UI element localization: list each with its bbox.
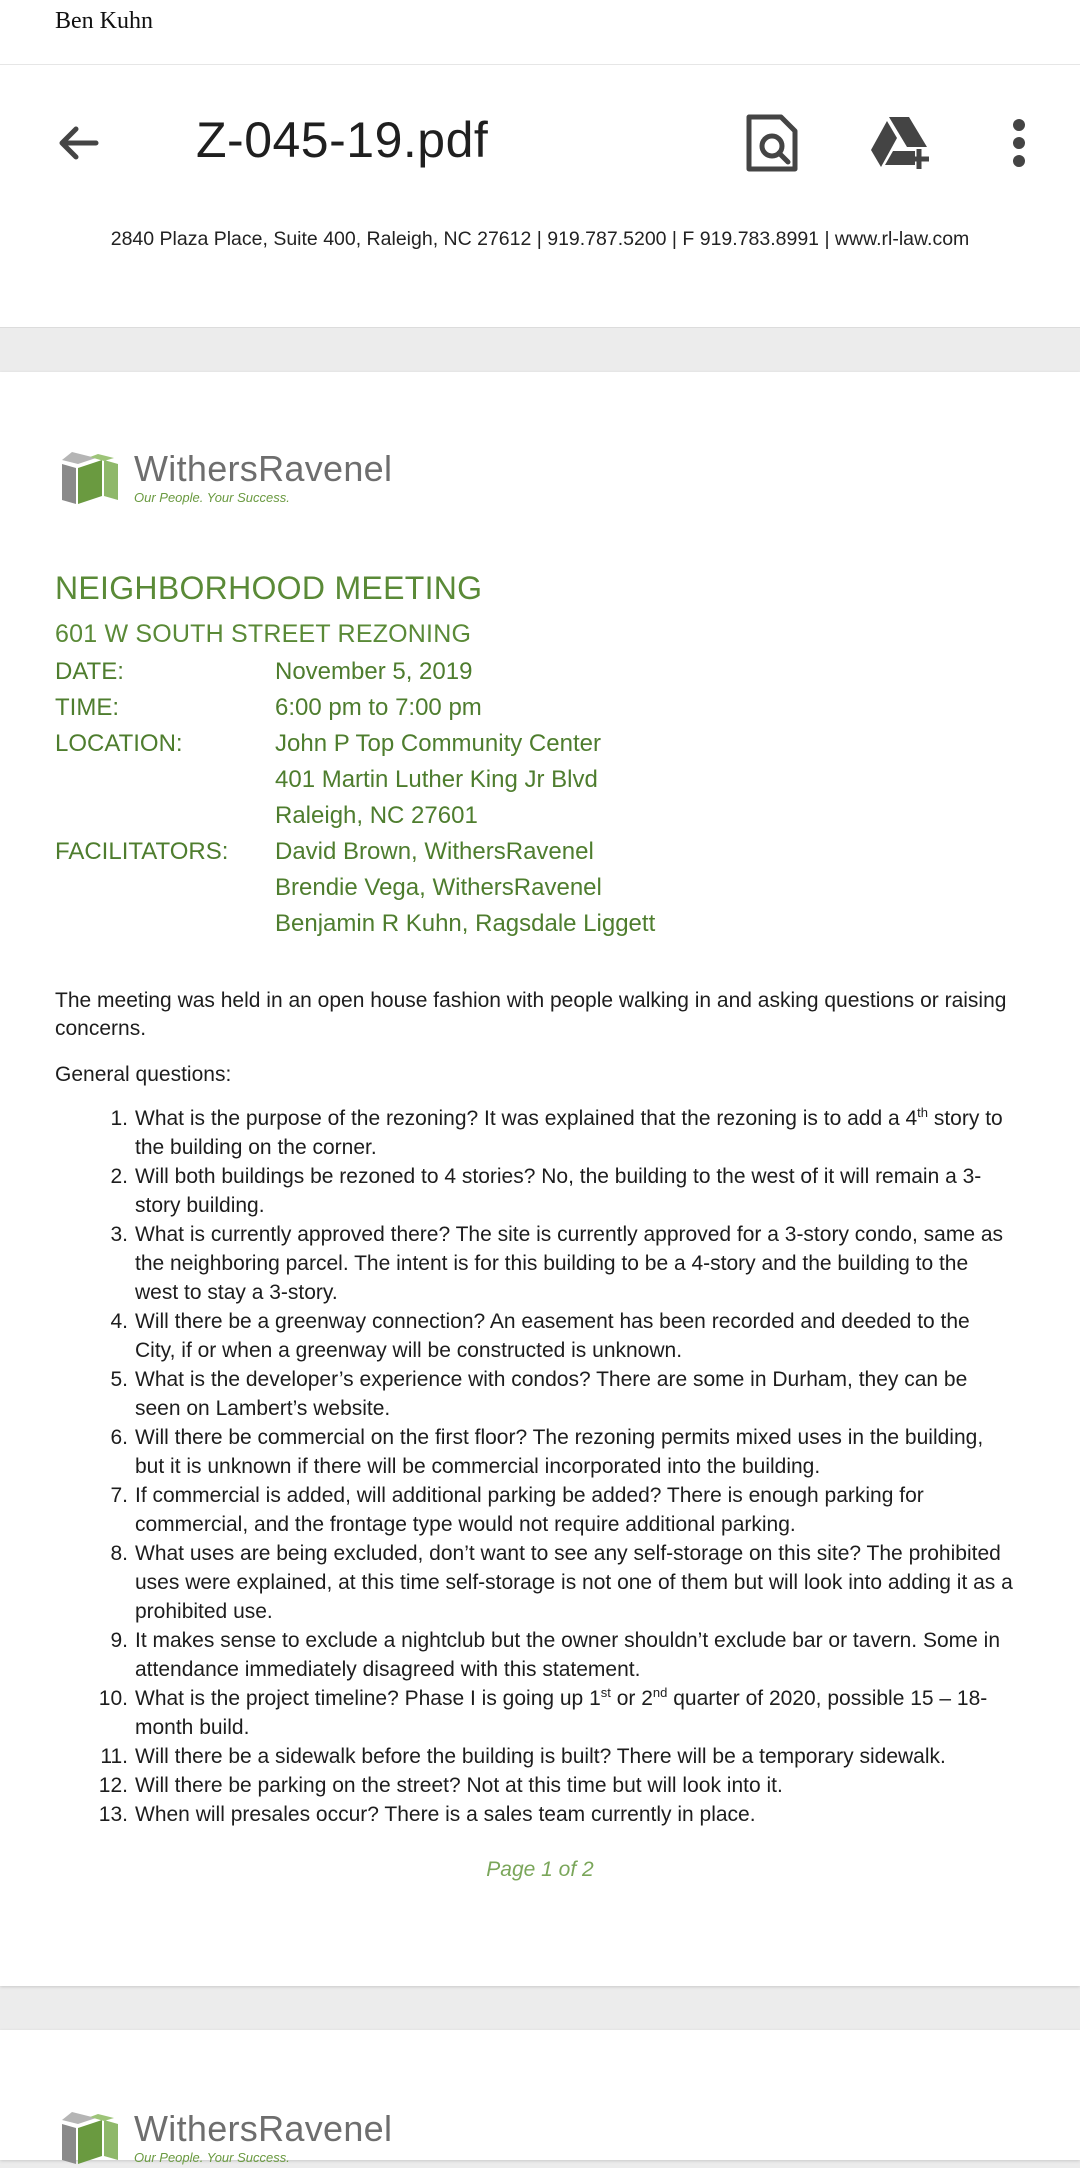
list-item: 4. Will there be a greenway connection? An easement has been recorded and deeded to the City, if or when a greenway will be constructed is unknown. — [110, 1310, 970, 1362]
page-number: Page 1 of 2 — [486, 1858, 594, 1881]
list-item: 6. Will there be commercial on the first floor? The rezoning permits mixed uses in the building, but it is unknown if there will be commercial incorporated into the building. — [110, 1426, 984, 1478]
letterhead-address: 2840 Plaza Place, Suite 400, Raleigh, NC 27612 | 919.787.5200 | F 919.783.8991 | www.rl-law.com — [110, 228, 970, 250]
previous-page-strip — [0, 220, 1080, 328]
status-bar — [0, 0, 1080, 64]
facilitator-3: Benjamin R Kuhn, Ragsdale Liggett — [275, 910, 656, 937]
date-label: DATE: — [55, 658, 124, 685]
intro-paragraph: The meeting was held in an open house fashion with people walking in and asking questions or raising concerns. — [55, 989, 1007, 1040]
logo-name: WithersRavenel — [134, 2108, 393, 2149]
add-to-drive-button[interactable] — [868, 109, 936, 177]
list-item: 13. When will presales occur? There is a sales team currently in place. — [98, 1803, 756, 1826]
location-line-3: Raleigh, NC 27601 — [275, 802, 478, 829]
date-value: November 5, 2019 — [275, 658, 473, 685]
time-label: TIME: — [55, 694, 119, 721]
next-pdf-page — [0, 2030, 1080, 2165]
logo-cube-icon — [58, 2110, 122, 2168]
questions-list — [55, 1104, 1015, 1829]
list-item: 7. If commercial is added, will additional parking be added? There is enough parking for commercial, and the frontage type would not require additional parking. — [110, 1484, 924, 1536]
facilitators-label: FACILITATORS: — [55, 838, 229, 865]
file-title: Z-045-19.pdf — [196, 112, 489, 168]
facilitator-1: David Brown, WithersRavenel — [275, 838, 594, 865]
list-item: 2. Will both buildings be rezoned to 4 stories? No, the building to the west of it will remain a 3-story building. — [110, 1165, 982, 1217]
logo-tagline: Our People. Your Success. — [134, 2150, 290, 2165]
search-document-icon — [745, 113, 799, 173]
logo-tagline: Our People. Your Success. — [134, 490, 290, 505]
company-logo — [58, 450, 392, 508]
list-item: 8. What uses are being excluded, don’t want to see any self-storage on this site? The prohibited uses were explained, at this time self-storage is not one of them but will look into adding it as a prohibited use. — [110, 1542, 1013, 1623]
location-line-2: 401 Martin Luther King Jr Blvd — [275, 766, 598, 793]
app-toolbar — [0, 64, 1080, 222]
location-line-1: John P Top Community Center — [275, 730, 601, 757]
list-item: 5. What is the developer’s experience with condos? There are some in Durham, they can be seen on Lambert’s website. — [110, 1368, 968, 1420]
list-item: 9. It makes sense to exclude a nightclub but the owner shouldn’t exclude bar or tavern. Some in attendance immediately disagreed with this statement. — [110, 1629, 1000, 1681]
status-user-name: Ben Kuhn — [55, 8, 153, 34]
more-vert-icon — [1009, 117, 1029, 169]
meeting-title: NEIGHBORHOOD MEETING — [55, 570, 483, 606]
list-item: 3. What is currently approved there? The site is currently approved for a 3-story condo, same as the neighboring parcel. The intent is for this building to be a 4-story and the building to the west to stay a 3-story. — [110, 1223, 1004, 1304]
company-logo-next — [58, 2110, 392, 2168]
list-item: 1. What is the purpose of the rezoning? It was explained that the rezoning is to add a 4th story to the building on the corner. — [110, 1105, 1003, 1159]
logo-name: WithersRavenel — [134, 448, 393, 489]
list-item: 12. Will there be parking on the street? Not at this time but will look into it. — [98, 1774, 783, 1797]
list-item: 10. What is the project timeline? Phase I is going up 1st or 2nd quarter of 2020, possible 15 – 18-month build. — [98, 1685, 988, 1739]
time-value: 6:00 pm to 7:00 pm — [275, 694, 482, 721]
add-to-drive-icon — [869, 115, 935, 171]
logo-cube-icon — [58, 450, 122, 508]
more-options-button[interactable] — [985, 109, 1053, 177]
back-button[interactable] — [50, 115, 106, 171]
facilitator-2: Brendie Vega, WithersRavenel — [275, 874, 602, 901]
location-label: LOCATION: — [55, 730, 183, 757]
meeting-subtitle: 601 W SOUTH STREET REZONING — [55, 620, 472, 648]
back-arrow-icon — [54, 119, 102, 167]
general-questions-label: General questions: — [55, 1063, 232, 1086]
find-in-document-button[interactable] — [738, 109, 806, 177]
list-item: 11. Will there be a sidewalk before the building is built? There will be a temporary sidewalk. — [100, 1745, 946, 1768]
